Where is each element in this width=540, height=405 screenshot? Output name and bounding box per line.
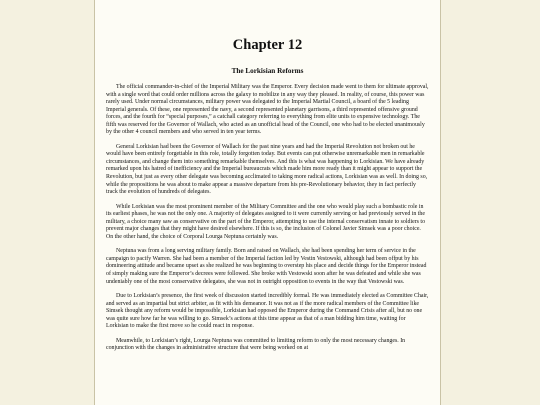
paragraph: Due to Lorkisian’s presence, the first week of discussion started incredibly formal. He was immediately elected as Committee Chair, and served as an impartial but strict arbiter, as fit with his demeanor. It was not as if the more radical members of the Committee like Simsek thought any reform would be impossible, Lorkisian had opposed the Emperor during the Command Crisis after all, but no one was quite sure how far he was willing to go. Simsek’s actions at this time appear as that of a man bidding him time, waiting for Lorkisian to make the first move so he could react in response. — [106, 293, 429, 330]
paragraph: The official commander-in-chief of the Imperial Military was the Emperor. Every decision made went to them for ultimate approval, with a single word that could order millions across the galaxy to mobilize in any way they pleased. In reality, of course, this power was rarely used. Under normal circumstances, military power was delegated to the Imperial Martial Council, a board of the 5 leading Imperial generals. Of these, one represented the navy, a second represented planetary garrisons, a third represented offensive ground forces, and the fourth for “special purposes,” a catchall category referring to everything from elite units to expensive technology. The fifth was reserved for the Governor of Wallach, who acted as an unofficial head of the Council, one who had to be elected unanimously by the other 4 council members and who served in ten year terms. — [106, 84, 429, 136]
chapter-title: Chapter 12 — [232, 37, 303, 53]
paragraph: General Lorkisian had been the Governor of Wallach for the past nine years and had the Imperial Revolution not broken out he would have been entirely forgettable in this role, totally forgotten today. But events can put otherwise unremarkable men in remarkable circumstances, and change them into something remarkable themselves. And this is what was happening to Lorkisian. We have already remarked upon his hatred of inefficiency and the Imperial bureaucrats which made him more ready than it might appear to support the Revolution, but just as every other delegate was becoming acclimated to taking more radical actions, Lorkisian was as well. In doing so, while the propositions he was about to make appear a massive departure from his pre-Revolutionary behavior, they in fact perfectly track the evolution of hundreds of delegates. — [106, 143, 428, 196]
document-page — [94, 0, 441, 405]
paragraph: Meanwhile, to Lorkisian’s right, Lourga Neptuna was committed to limiting reform to only the most necessary changes. In conjunction with the changes in administrative structure that were being worked on at — [106, 337, 406, 352]
paragraph: While Lorkisian was the most prominent member of the Military Committee and the one who would play such a bombastic role in its earliest phases, he was not the only one. A majority of delegates assigned to it were currently serving or had previously served in the military, a choice many saw as conservative on the part of the Emperor, attempting to use the internal conservatism innate to soldiers to prevent major changes that they might have desired elsewhere. If this is so, the inclusion of Colonel Javier Simsek was a poor choice. On the other hand, the choice of Corporal Lourga Neptuna certainly was. — [106, 203, 426, 240]
chapter-subtitle: The Lorkisian Reforms — [231, 67, 304, 75]
paragraph: Neptuna was from a long serving military family. Born and raised on Wallach, she had been spending her term of service in the campaign to pacify Warren. She had been a member of the Imperial faction led by Vestin Vestowski, although had been offput by his domineering attitude and became upset as she realized he was beginning to overstep his place and decide things for the Emperor instead of simply making sure the Emperor’s decrees were followed. She broke with Vestowski soon after he was defeated and while she was undeniably one of the most conservative delegates, she was not in outright opposition to events in the way that Vestowski was. — [106, 248, 427, 285]
